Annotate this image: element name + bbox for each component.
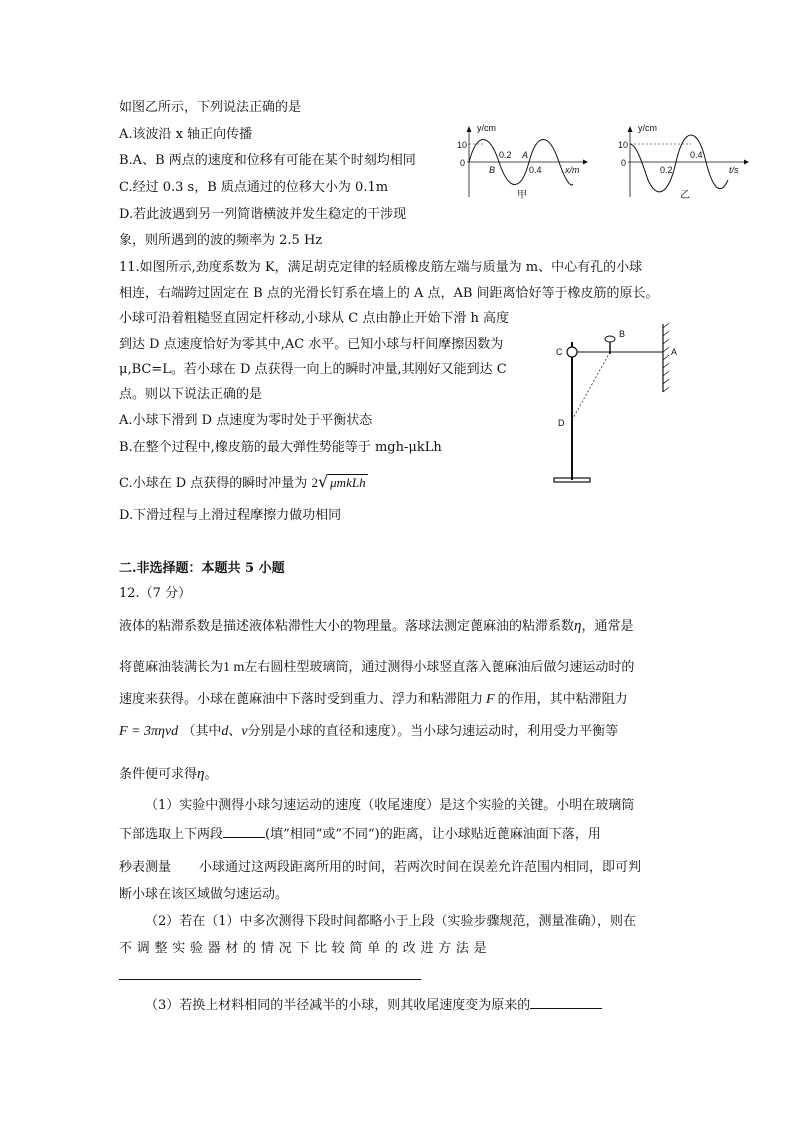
svg-text:乙: 乙 <box>680 190 690 201</box>
eta-symbol: η <box>574 618 582 634</box>
svg-text:B: B <box>489 165 496 175</box>
q12-sub3-text: （3）若换上材料相同的半径减半的小球，则其收尾速度变为原来的 <box>145 998 531 1013</box>
q11-line-1: 11.如图所示,劲度系数为 K，满足胡克定律的轻质橡皮筋左端与质量为 m、中心有孔的小球 <box>119 260 643 275</box>
q11-option-c-coefficient: 2 <box>311 475 318 490</box>
svg-text:t/s: t/s <box>729 165 739 175</box>
svg-text:10: 10 <box>457 140 468 150</box>
q10-option-d: D.若此波遇到另一列简谐横波并发生稳定的干涉现 <box>119 207 407 222</box>
q11-line-4: 到达 D 点速度恰好为零其中,AC 水平。已知小球与杆间摩擦因数为 <box>119 337 504 352</box>
q12-sub1-line-1: （1）实验中测得小球匀速运动的速度（收尾速度）是这个实验的关键。小明在玻璃筒 <box>145 798 635 813</box>
svg-text:A: A <box>671 347 678 357</box>
q12-sub1-text: 下部选取上下两段 <box>119 827 224 842</box>
length-value: 1 m <box>223 660 245 675</box>
q11-option-a: A.小球下滑到 D 点速度为零时处于平衡状态 <box>119 413 373 428</box>
q12-p5-text: 条件便可求得 <box>119 767 198 782</box>
q12-p1-text: 液体的粘滞系数是描述液体粘滞性大小的物理量。落球法测定蓖麻油的粘滞系数 <box>119 619 575 634</box>
q11-line-6: 点。则以下说法正确的是 <box>119 387 263 402</box>
svg-text:C: C <box>556 347 563 357</box>
q12-sub3 <box>145 995 602 1014</box>
q10-option-b: B.A、B 两点的速度和位移有可能在某个时刻均相同 <box>119 153 416 168</box>
svg-text:0.4: 0.4 <box>690 150 703 160</box>
rod-spring-figure <box>548 322 688 492</box>
q10-option-d-cont: 象，则所遇到的波的频率为 2.5 Hz <box>119 233 323 248</box>
q10-stem: 如图乙所示，下列说法正确的是 <box>119 100 302 115</box>
q11-option-b: B.在整个过程中,橡皮筋的最大弹性势能等于 mgh-μkLh <box>119 440 442 455</box>
q12-sub1-text-end: (填”相同“或”不同“)的距离，让小球贴近蓖麻油面下落，用 <box>265 827 601 842</box>
q12-paragraph-line-2 <box>119 660 634 676</box>
sqrt-symbol: √ <box>317 472 329 491</box>
q12-p4-text: （其中 <box>182 724 222 739</box>
q12-p2-text-end: 左右圆柱型玻璃筒，通过测得小球竖直落入蓖麻油后做匀速运动时的 <box>244 660 635 675</box>
force-symbol: F <box>486 692 495 707</box>
q12-p3-text: 速度来获得。小球在蓖麻油中下落时受到重力、浮力和粘滞阻力 <box>119 692 484 707</box>
svg-text:y/cm: y/cm <box>477 123 496 133</box>
svg-text:0.2: 0.2 <box>660 165 673 175</box>
wave-figure-jia <box>455 122 590 202</box>
q12-p2-text: 将蓖麻油装满长为 <box>119 660 224 675</box>
section-heading: 二.非选择题：本题共 5 小题 <box>119 561 285 576</box>
q12-paragraph-line-4 <box>119 724 618 740</box>
svg-text:B: B <box>619 329 626 339</box>
diameter-symbol: d <box>221 724 229 739</box>
q11-line-2: 相连，右端跨过固定在 B 点的光滑长钉系在墙上的 A 点，AB 间距离恰好等于橡皮筋的原长。 <box>119 286 659 301</box>
answer-blank-1[interactable] <box>223 824 265 838</box>
q11-option-c-text: C.小球在 D 点获得的瞬时冲量为 <box>119 476 308 491</box>
answer-blank-3[interactable] <box>530 995 602 1009</box>
answer-blank-2[interactable] <box>119 979 421 980</box>
svg-text:x/m: x/m <box>565 165 580 175</box>
svg-text:0.2: 0.2 <box>499 150 512 160</box>
q12-paragraph-line-5 <box>119 766 217 783</box>
svg-text:甲: 甲 <box>517 190 527 201</box>
q12-paragraph-line-3 <box>119 692 628 708</box>
q12-sub1-line-3 <box>119 860 641 876</box>
svg-text:y/cm: y/cm <box>638 123 657 133</box>
q12-p5-end: 。 <box>204 767 218 782</box>
q12-sub1-l3-start: 秒表测量 <box>119 860 172 875</box>
q12-sub1-line-4: 断小球在该区域做匀速运动。 <box>119 887 289 902</box>
q10-option-a: A.该波沿 x 轴正向传播 <box>119 127 253 142</box>
q12-p4-text-end: 分别是小球的直径和速度）。当小球匀速运动时，利用受力平衡等 <box>247 724 619 739</box>
separator: 、 <box>228 724 242 739</box>
q11-line-5: μ,BC=L。若小球在 D 点获得一向上的瞬时冲量,其刚好又能到达 C <box>119 362 507 377</box>
q11-option-c-radicand: μmkLh <box>330 475 366 490</box>
svg-text:10: 10 <box>618 140 629 150</box>
q12-p1-text-end: ，通常是 <box>581 619 634 634</box>
velocity-symbol: v <box>241 724 248 739</box>
svg-text:A: A <box>522 150 529 160</box>
wave-figure-yi <box>616 122 751 202</box>
q12-sub2-line-2: 不 调 整 实 验 器 材 的 情 况 下 比 较 简 单 的 改 进 方 法 是 <box>119 941 487 956</box>
svg-text:0: 0 <box>621 158 627 168</box>
q12-sub1-line-2 <box>119 824 601 843</box>
viscous-force-formula: F = 3πηvd <box>119 724 179 739</box>
eta-symbol-2: η <box>197 766 205 782</box>
svg-text:0: 0 <box>460 158 466 168</box>
q10-option-c: C.经过 0.3 s，B 质点通过的位移大小为 0.1m <box>119 180 389 195</box>
q11-option-d: D.下滑过程与上滑过程摩擦力做功相同 <box>119 508 342 523</box>
q11-option-c <box>119 474 368 492</box>
q11-line-3: 小球可沿着粗糙竖直固定杆移动,小球从 C 点由静止开始下滑 h 高度 <box>119 311 509 326</box>
q12-p3-text-end: 的作用，其中粘滞阻力 <box>497 692 628 707</box>
svg-text:0.4: 0.4 <box>529 165 542 175</box>
q12-heading: 12.（7 分） <box>119 586 192 601</box>
svg-text:D: D <box>558 418 565 428</box>
q12-paragraph-line-1 <box>119 618 633 635</box>
q12-sub2-line-1: （2）若在（1）中多次测得下段时间都略小于上段（实验步骤规范，测量准确），则在 <box>145 914 637 929</box>
q12-sub1-l3-end: 小球通过这两段距离所用的时间，若两次时间在误差允许范围内相同，即可判 <box>199 860 642 875</box>
